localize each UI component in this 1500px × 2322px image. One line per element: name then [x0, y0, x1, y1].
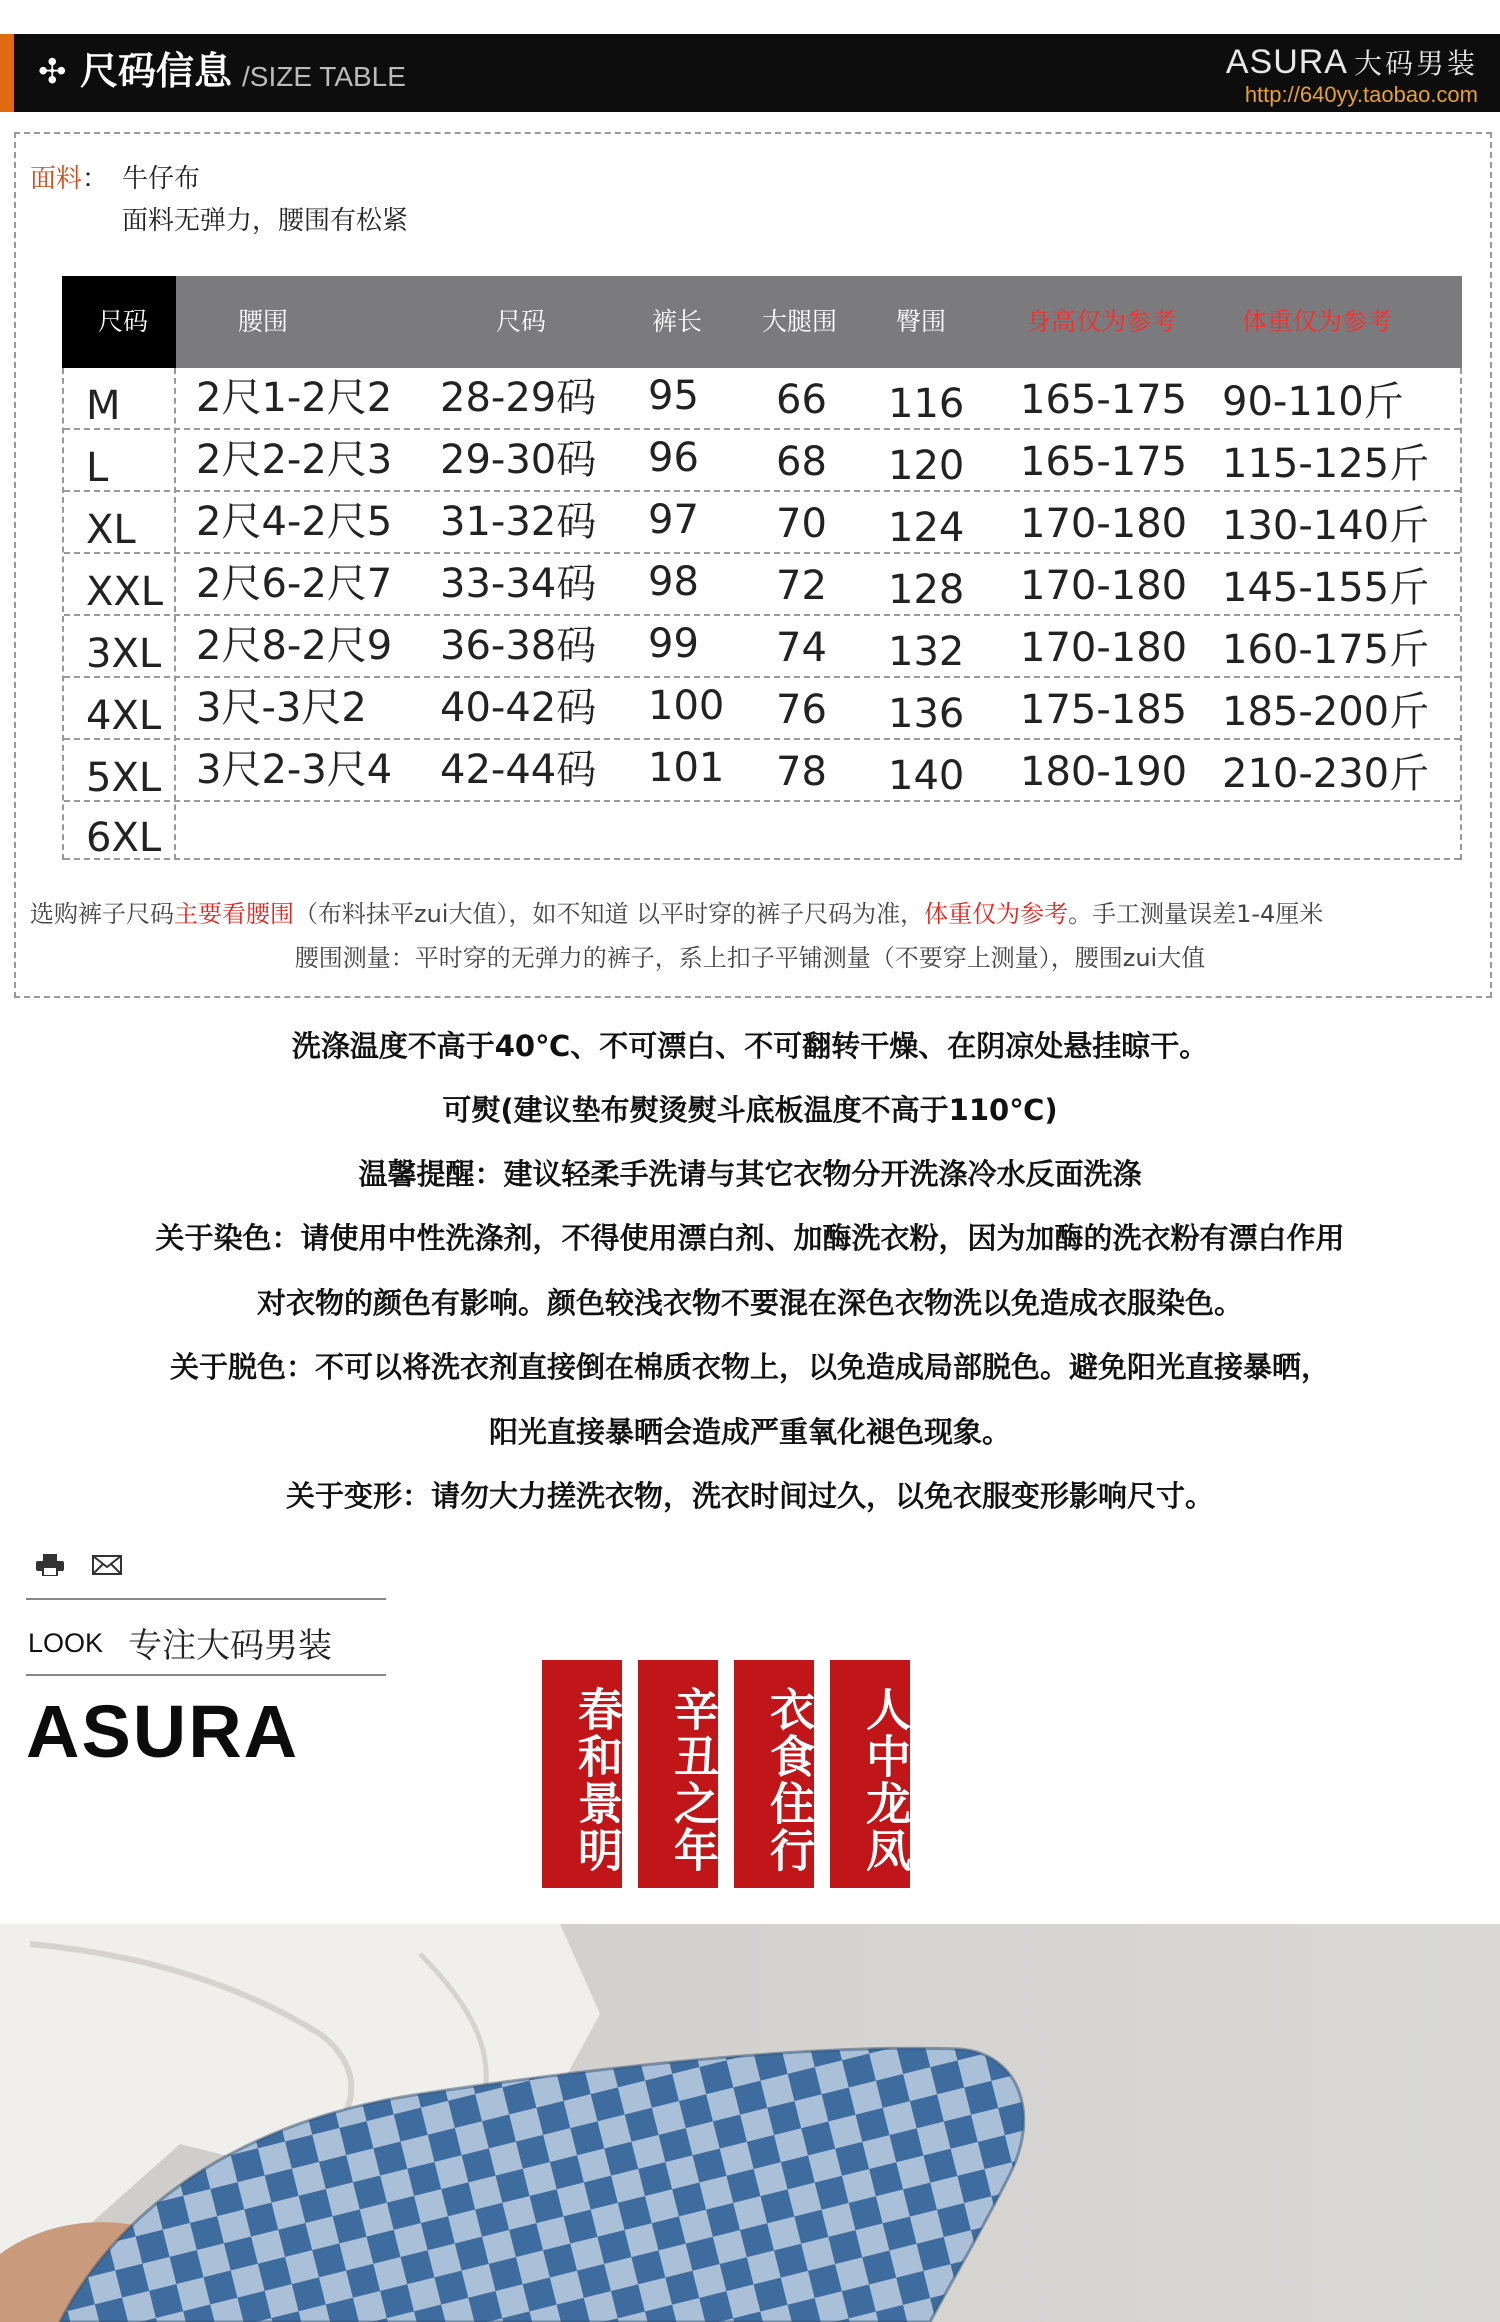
table-row [64, 802, 1460, 860]
header-title: 尺码信息 [80, 49, 233, 93]
th-hip: 臀围 [896, 307, 947, 336]
note-text: （布料抹平zui大值），如不知道 以平时穿的裤子尺码为准， [294, 900, 925, 928]
mail-icon[interactable] [92, 1555, 122, 1575]
cell-size: 5XL [86, 755, 162, 801]
cell-weight: 160-175斤 [1222, 627, 1430, 673]
cell-weight: 185-200斤 [1222, 689, 1430, 735]
cell-code: 36-38码 [440, 623, 597, 669]
cell-code: 29-30码 [440, 437, 597, 483]
seal-stamp: 辛丑之年 [638, 1660, 718, 1888]
care-line: 对衣物的颜色有影响。颜色较浅衣物不要混在深色衣物洗以免造成衣服染色。 [256, 1286, 1243, 1320]
divider [26, 1674, 386, 1676]
table-row [64, 368, 1460, 430]
header-accent [0, 34, 14, 112]
cell-thigh: 72 [776, 563, 827, 609]
cell-weight: 145-155斤 [1222, 565, 1430, 611]
care-line: 阳光直接暴晒会造成严重氧化褪色现象。 [488, 1415, 1011, 1449]
cell-hip: 116 [888, 381, 965, 427]
th-length: 裤长 [652, 307, 703, 336]
th-waist: 腰围 [238, 307, 289, 336]
divider [26, 1598, 386, 1600]
note-text: 选购裤子尺码 [30, 900, 174, 928]
header-brand-cn: 大码男装 [1353, 47, 1478, 80]
cell-weight: 115-125斤 [1222, 441, 1430, 487]
seal-stamp: 春和景明 [542, 1660, 622, 1888]
cell-size: L [86, 445, 109, 491]
cell-height: 180-190 [1020, 749, 1188, 795]
cell-height: 170-180 [1020, 501, 1188, 547]
cell-hip: 120 [888, 443, 965, 489]
cell-waist: 2尺2-2尺3 [196, 437, 393, 483]
cell-height: 175-185 [1020, 687, 1188, 733]
cell-thigh: 68 [776, 439, 827, 485]
cell-waist: 3尺-3尺2 [196, 685, 367, 731]
cell-thigh: 66 [776, 377, 827, 423]
print-icon[interactable] [36, 1554, 64, 1576]
seal-stamp: 人中龙凤 [830, 1660, 910, 1888]
cell-length: 97 [648, 497, 699, 543]
header-brand-name: ASURA [1225, 43, 1348, 81]
table-row [64, 554, 1460, 616]
cell-size: 4XL [86, 693, 162, 739]
care-line: 可熨(建议垫布熨烫熨斗底板温度不高于110℃) [442, 1093, 1058, 1127]
table-row [64, 616, 1460, 678]
cell-weight: 210-230斤 [1222, 751, 1430, 797]
table-row [64, 492, 1460, 554]
cell-length: 99 [648, 621, 699, 667]
cell-code: 31-32码 [440, 499, 597, 545]
fabric-note: 面料无弹力，腰围有松紧 [122, 206, 409, 236]
cell-height: 170-180 [1020, 563, 1188, 609]
cell-size: XXL [86, 569, 164, 615]
cell-hip: 124 [888, 505, 965, 551]
th-weight: 体重仅为参考 [1242, 307, 1393, 336]
cell-hip: 136 [888, 691, 965, 737]
cell-thigh: 76 [776, 687, 827, 733]
care-line: 温馨提醒：建议轻柔手洗请与其它衣物分开洗涤冷水反面洗涤 [358, 1157, 1142, 1191]
table-row [64, 740, 1460, 802]
size-selection-note [30, 894, 1480, 929]
cell-length: 100 [648, 683, 725, 729]
look-label: LOOK [28, 1628, 104, 1658]
header-bar [0, 34, 1500, 112]
cell-hip: 128 [888, 567, 965, 613]
header-subtitle: /SIZE TABLE [242, 61, 406, 92]
cell-thigh: 70 [776, 501, 827, 547]
product-photo-graphic [0, 1924, 1500, 2322]
shop-url-link[interactable]: http://640yy.taobao.com [1244, 82, 1478, 107]
cell-height: 165-175 [1020, 377, 1188, 423]
cell-size: XL [86, 507, 136, 553]
cell-waist: 2尺6-2尺7 [196, 561, 393, 607]
th-height: 身高仅为参考 [1026, 307, 1177, 336]
cell-code: 33-34码 [440, 561, 597, 607]
note-highlight: 体重仅为参考 [924, 900, 1069, 928]
cell-size: 3XL [86, 631, 162, 677]
size-table-header [62, 276, 1462, 368]
cell-waist: 3尺2-3尺4 [196, 747, 393, 793]
cell-waist: 2尺8-2尺9 [196, 623, 393, 669]
care-line: 关于变形：请勿大力搓洗衣物，洗衣时间过久，以免衣服变形影响尺寸。 [285, 1479, 1214, 1513]
header-brand [1226, 42, 1478, 84]
note-highlight: 主要看腰围 [174, 900, 294, 928]
cell-weight: 130-140斤 [1222, 503, 1430, 549]
cell-code: 42-44码 [440, 747, 597, 793]
care-line: 洗涤温度不高于40℃、不可漂白、不可翻转干燥、在阴凉处悬挂晾干。 [291, 1029, 1209, 1063]
cell-length: 101 [648, 745, 725, 791]
care-line: 关于染色：请使用中性洗涤剂，不得使用漂白剂、加酶洗衣粉，因为加酶的洗衣粉有漂白作用 [155, 1221, 1345, 1255]
table-row [64, 430, 1460, 492]
th-thigh: 大腿围 [762, 307, 838, 336]
cell-weight: 90-110斤 [1222, 379, 1404, 425]
cell-height: 170-180 [1020, 625, 1188, 671]
note-text: 。手工测量误差1-4厘米 [1068, 900, 1324, 928]
cell-length: 95 [648, 373, 699, 419]
fabric-label: 面料： [30, 164, 109, 194]
crosshair-plus-icon: ✣ [38, 52, 67, 92]
waist-measure-note: 腰围测量：平时穿的无弹力的裤子，系上扣子平铺测量（不要穿上测量），腰围zui大值 [294, 944, 1206, 972]
cell-waist: 2尺4-2尺5 [196, 499, 393, 545]
care-line: 关于脱色：不可以将洗衣剂直接倒在棉质衣物上，以免造成局部脱色。避免阳光直接暴晒， [169, 1350, 1330, 1384]
cell-thigh: 74 [776, 625, 827, 671]
cell-thigh: 78 [776, 749, 827, 795]
cell-hip: 132 [888, 629, 965, 675]
cell-hip: 140 [888, 753, 965, 799]
cell-waist: 2尺1-2尺2 [196, 375, 393, 421]
brand-logo: ASURA [26, 1690, 300, 1773]
fabric-label-text: 面料 [30, 164, 83, 194]
seal-stamp: 衣食住行 [734, 1660, 814, 1888]
brand-slogan: 专注大码男装 [128, 1626, 332, 1666]
cell-code: 40-42码 [440, 685, 597, 731]
fabric-value: 牛仔布 [122, 164, 201, 194]
cell-size: M [86, 383, 121, 429]
th-size: 尺码 [98, 307, 149, 336]
cell-length: 98 [648, 559, 699, 605]
cell-code: 28-29码 [440, 375, 597, 421]
cell-size: 6XL [86, 815, 162, 861]
table-row [64, 678, 1460, 740]
th-code: 尺码 [496, 307, 547, 336]
cell-height: 165-175 [1020, 439, 1188, 485]
cell-length: 96 [648, 435, 699, 481]
product-photo [0, 1924, 1500, 2322]
